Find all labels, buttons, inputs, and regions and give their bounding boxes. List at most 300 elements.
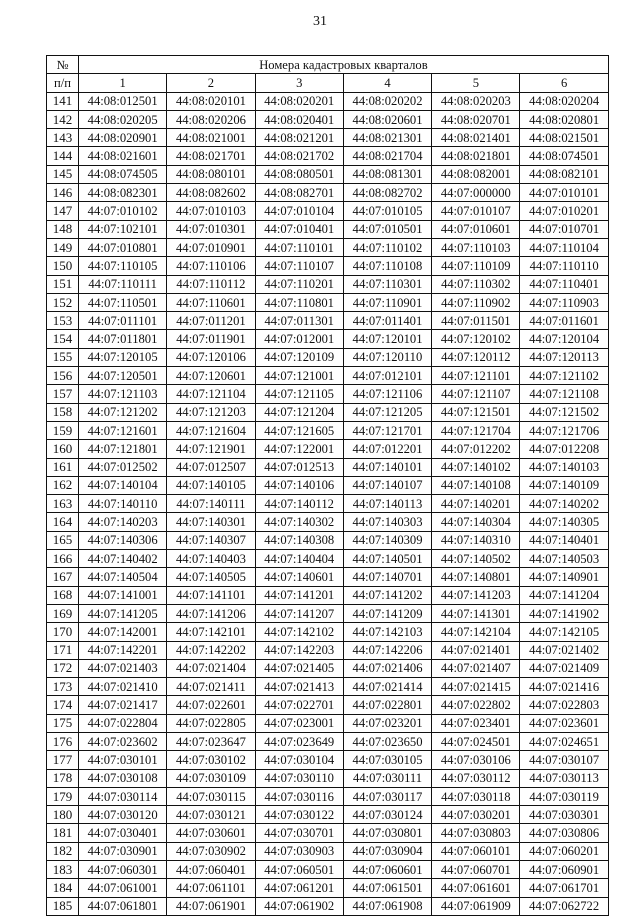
cadastral-number-cell: 44:08:080501 [255, 165, 343, 183]
cadastral-number-cell: 44:07:140111 [167, 495, 255, 513]
cadastral-number-cell: 44:07:110103 [432, 238, 520, 256]
row-number: 177 [47, 751, 79, 769]
cadastral-number-cell: 44:07:024651 [520, 732, 608, 750]
cadastral-number-cell: 44:07:140504 [79, 568, 167, 586]
row-number: 165 [47, 531, 79, 549]
cadastral-number-cell: 44:08:082301 [79, 184, 167, 202]
row-number: 168 [47, 586, 79, 604]
cadastral-number-cell: 44:07:140501 [343, 550, 431, 568]
cadastral-number-cell: 44:07:141205 [79, 604, 167, 622]
row-number: 171 [47, 641, 79, 659]
cadastral-number-cell: 44:07:120113 [520, 348, 608, 366]
cadastral-number-cell: 44:08:082101 [520, 165, 608, 183]
cadastral-number-cell: 44:07:140112 [255, 495, 343, 513]
cadastral-number-cell: 44:07:030111 [343, 769, 431, 787]
table-row [47, 257, 609, 275]
cadastral-number-cell: 44:07:110302 [432, 275, 520, 293]
cadastral-number-cell: 44:07:140101 [343, 458, 431, 476]
cadastral-number-cell: 44:07:120601 [167, 367, 255, 385]
column-header-1: 1 [79, 74, 167, 92]
cadastral-number-cell: 44:07:120105 [79, 348, 167, 366]
cadastral-number-cell: 44:07:140201 [432, 495, 520, 513]
table-row [47, 861, 609, 879]
cadastral-number-cell: 44:07:011301 [255, 312, 343, 330]
cadastral-number-cell: 44:07:140108 [432, 476, 520, 494]
cadastral-number-cell: 44:07:110401 [520, 275, 608, 293]
table-row [47, 732, 609, 750]
cadastral-number-cell: 44:07:121203 [167, 403, 255, 421]
row-number: 183 [47, 861, 79, 879]
cadastral-number-cell: 44:07:061201 [255, 879, 343, 897]
cadastral-quarters-table [46, 55, 609, 916]
row-number: 156 [47, 367, 79, 385]
row-number: 157 [47, 385, 79, 403]
row-number: 167 [47, 568, 79, 586]
cadastral-number-cell: 44:08:020701 [432, 110, 520, 128]
table-row [47, 550, 609, 568]
table-row [47, 293, 609, 311]
cadastral-number-cell: 44:07:121105 [255, 385, 343, 403]
cadastral-number-cell: 44:07:140701 [343, 568, 431, 586]
row-number: 150 [47, 257, 79, 275]
table-row [47, 330, 609, 348]
cadastral-number-cell: 44:07:012202 [432, 440, 520, 458]
cadastral-number-cell: 44:07:140104 [79, 476, 167, 494]
row-number: 158 [47, 403, 79, 421]
row-number: 162 [47, 476, 79, 494]
cadastral-number-cell: 44:08:021702 [255, 147, 343, 165]
cadastral-number-cell: 44:07:140503 [520, 550, 608, 568]
cadastral-number-cell: 44:07:120501 [79, 367, 167, 385]
cadastral-number-cell: 44:07:030901 [79, 842, 167, 860]
cadastral-number-cell: 44:07:121101 [432, 367, 520, 385]
cadastral-number-cell: 44:07:030102 [167, 751, 255, 769]
cadastral-number-cell: 44:07:141101 [167, 586, 255, 604]
cadastral-number-cell: 44:07:010901 [167, 238, 255, 256]
cadastral-number-cell: 44:07:140103 [520, 458, 608, 476]
cadastral-number-cell: 44:08:081301 [343, 165, 431, 183]
cadastral-number-cell: 44:07:121701 [343, 421, 431, 439]
cadastral-number-cell: 44:07:012208 [520, 440, 608, 458]
cadastral-number-cell: 44:08:020201 [255, 92, 343, 110]
cadastral-number-cell: 44:07:030806 [520, 824, 608, 842]
cadastral-number-cell: 44:07:110109 [432, 257, 520, 275]
table-row [47, 897, 609, 915]
row-number: 169 [47, 604, 79, 622]
page-number: 31 [313, 14, 327, 29]
column-header-6: 6 [520, 74, 608, 92]
cadastral-number-cell: 44:07:012101 [343, 367, 431, 385]
cadastral-number-cell: 44:07:142102 [255, 623, 343, 641]
cadastral-number-cell: 44:07:120110 [343, 348, 431, 366]
table-row [47, 714, 609, 732]
cadastral-number-cell: 44:07:030301 [520, 806, 608, 824]
cadastral-number-cell: 44:07:011801 [79, 330, 167, 348]
cadastral-number-cell: 44:07:110201 [255, 275, 343, 293]
cadastral-number-cell: 44:07:140203 [79, 513, 167, 531]
cadastral-number-cell: 44:08:074501 [520, 147, 608, 165]
cadastral-number-cell: 44:07:110101 [255, 238, 343, 256]
cadastral-number-cell: 44:08:020901 [79, 129, 167, 147]
row-number: 184 [47, 879, 79, 897]
row-number: 180 [47, 806, 79, 824]
cadastral-number-cell: 44:07:030902 [167, 842, 255, 860]
cadastral-number-cell: 44:07:030104 [255, 751, 343, 769]
cadastral-number-cell: 44:07:140307 [167, 531, 255, 549]
cadastral-number-cell: 44:07:142101 [167, 623, 255, 641]
cadastral-number-cell: 44:07:022804 [79, 714, 167, 732]
row-number: 173 [47, 678, 79, 696]
cadastral-number-cell: 44:07:142103 [343, 623, 431, 641]
cadastral-number-cell: 44:07:021405 [255, 659, 343, 677]
cadastral-number-cell: 44:08:082702 [343, 184, 431, 202]
cadastral-number-cell: 44:08:021001 [167, 129, 255, 147]
cadastral-number-cell: 44:07:060501 [255, 861, 343, 879]
cadastral-number-cell: 44:07:110110 [520, 257, 608, 275]
cadastral-number-cell: 44:07:022802 [432, 696, 520, 714]
cadastral-number-cell: 44:07:062722 [520, 897, 608, 915]
cadastral-number-cell: 44:07:121604 [167, 421, 255, 439]
cadastral-number-cell: 44:07:012201 [343, 440, 431, 458]
row-number: 149 [47, 238, 79, 256]
cadastral-number-cell: 44:07:140801 [432, 568, 520, 586]
cadastral-number-cell: 44:07:010102 [79, 202, 167, 220]
cadastral-number-cell: 44:07:021407 [432, 659, 520, 677]
cadastral-number-cell: 44:07:060401 [167, 861, 255, 879]
cadastral-number-cell: 44:07:030124 [343, 806, 431, 824]
table-row [47, 824, 609, 842]
cadastral-number-cell: 44:07:021415 [432, 678, 520, 696]
cadastral-number-cell: 44:07:110105 [79, 257, 167, 275]
cadastral-number-cell: 44:08:080101 [167, 165, 255, 183]
cadastral-number-cell: 44:07:110902 [432, 293, 520, 311]
cadastral-number-cell: 44:07:140505 [167, 568, 255, 586]
cadastral-number-cell: 44:07:110112 [167, 275, 255, 293]
cadastral-number-cell: 44:07:010101 [520, 184, 608, 202]
row-number: 151 [47, 275, 79, 293]
cadastral-number-cell: 44:07:141902 [520, 604, 608, 622]
cadastral-number-cell: 44:08:082602 [167, 184, 255, 202]
cadastral-number-cell: 44:07:121501 [432, 403, 520, 421]
cadastral-number-cell: 44:07:141301 [432, 604, 520, 622]
cadastral-number-cell: 44:07:060301 [79, 861, 167, 879]
cadastral-number-cell: 44:07:011501 [432, 312, 520, 330]
cadastral-number-cell: 44:07:102101 [79, 220, 167, 238]
table-row [47, 440, 609, 458]
table-header [47, 56, 609, 93]
cadastral-number-cell: 44:07:120102 [432, 330, 520, 348]
table-row [47, 659, 609, 677]
cadastral-number-cell: 44:08:020202 [343, 92, 431, 110]
cadastral-number-cell: 44:07:030201 [432, 806, 520, 824]
cadastral-number-cell: 44:07:120104 [520, 330, 608, 348]
cadastral-number-cell: 44:07:140306 [79, 531, 167, 549]
cadastral-number-cell: 44:07:022805 [167, 714, 255, 732]
cadastral-number-cell: 44:08:020101 [167, 92, 255, 110]
cadastral-number-cell: 44:07:060201 [520, 842, 608, 860]
column-header-4: 4 [343, 74, 431, 92]
cadastral-number-cell: 44:07:030113 [520, 769, 608, 787]
cadastral-number-cell: 44:07:023201 [343, 714, 431, 732]
cadastral-number-cell: 44:07:141204 [520, 586, 608, 604]
cadastral-number-cell: 44:07:121104 [167, 385, 255, 403]
table-row [47, 367, 609, 385]
cadastral-number-cell: 44:07:030119 [520, 787, 608, 805]
table-row [47, 238, 609, 256]
cadastral-number-cell: 44:07:021413 [255, 678, 343, 696]
cadastral-number-cell: 44:07:030116 [255, 787, 343, 805]
cadastral-number-cell: 44:07:011401 [343, 312, 431, 330]
cadastral-number-cell: 44:07:030121 [167, 806, 255, 824]
cadastral-number-cell: 44:08:020206 [167, 110, 255, 128]
table-row [47, 92, 609, 110]
cadastral-number-cell: 44:07:010401 [255, 220, 343, 238]
row-number: 185 [47, 897, 79, 915]
cadastral-number-cell: 44:07:140309 [343, 531, 431, 549]
cadastral-number-cell: 44:07:023001 [255, 714, 343, 732]
cadastral-number-cell: 44:07:000000 [432, 184, 520, 202]
cadastral-number-cell: 44:07:012507 [167, 458, 255, 476]
table-row [47, 476, 609, 494]
cadastral-number-cell: 44:07:030118 [432, 787, 520, 805]
cadastral-number-cell: 44:07:030108 [79, 769, 167, 787]
row-number: 166 [47, 550, 79, 568]
cadastral-number-cell: 44:08:020801 [520, 110, 608, 128]
row-number: 144 [47, 147, 79, 165]
cadastral-number-cell: 44:08:074505 [79, 165, 167, 183]
cadastral-number-cell: 44:07:120106 [167, 348, 255, 366]
cadastral-number-cell: 44:07:030106 [432, 751, 520, 769]
cadastral-number-cell: 44:08:020204 [520, 92, 608, 110]
table-row [47, 165, 609, 183]
cadastral-number-cell: 44:07:012502 [79, 458, 167, 476]
cadastral-number-cell: 44:07:122001 [255, 440, 343, 458]
cadastral-number-cell: 44:07:140301 [167, 513, 255, 531]
cadastral-number-cell: 44:07:140502 [432, 550, 520, 568]
table-row [47, 787, 609, 805]
cadastral-number-cell: 44:07:140102 [432, 458, 520, 476]
cadastral-number-cell: 44:07:141202 [343, 586, 431, 604]
table-row [47, 202, 609, 220]
cadastral-number-cell: 44:07:110106 [167, 257, 255, 275]
cadastral-number-cell: 44:07:023601 [520, 714, 608, 732]
cadastral-number-cell: 44:07:030401 [79, 824, 167, 842]
cadastral-number-cell: 44:07:010801 [79, 238, 167, 256]
cadastral-number-cell: 44:07:142202 [167, 641, 255, 659]
table-row [47, 641, 609, 659]
cadastral-number-cell: 44:07:140110 [79, 495, 167, 513]
cadastral-number-cell: 44:07:140202 [520, 495, 608, 513]
cadastral-number-cell: 44:08:020203 [432, 92, 520, 110]
cadastral-number-cell: 44:07:140308 [255, 531, 343, 549]
row-number: 172 [47, 659, 79, 677]
cadastral-number-cell: 44:07:061909 [432, 897, 520, 915]
cadastral-number-cell: 44:07:010104 [255, 202, 343, 220]
table-row [47, 403, 609, 421]
cadastral-number-cell: 44:07:011201 [167, 312, 255, 330]
cadastral-number-cell: 44:07:120101 [343, 330, 431, 348]
cadastral-number-cell: 44:07:110501 [79, 293, 167, 311]
cadastral-number-cell: 44:07:141001 [79, 586, 167, 604]
cadastral-number-cell: 44:07:030601 [167, 824, 255, 842]
cadastral-number-cell: 44:07:110102 [343, 238, 431, 256]
cadastral-number-cell: 44:07:060601 [343, 861, 431, 879]
cadastral-number-cell: 44:07:110801 [255, 293, 343, 311]
cadastral-number-cell: 44:08:021601 [79, 147, 167, 165]
cadastral-number-cell: 44:07:030105 [343, 751, 431, 769]
cadastral-number-cell: 44:07:110903 [520, 293, 608, 311]
cadastral-number-cell: 44:07:030803 [432, 824, 520, 842]
table-row [47, 385, 609, 403]
cadastral-number-cell: 44:07:030115 [167, 787, 255, 805]
row-number: 152 [47, 293, 79, 311]
table-row [47, 458, 609, 476]
row-number: 143 [47, 129, 79, 147]
cadastral-number-cell: 44:07:120112 [432, 348, 520, 366]
cadastral-number-cell: 44:07:110111 [79, 275, 167, 293]
cadastral-number-cell: 44:07:121601 [79, 421, 167, 439]
row-number: 145 [47, 165, 79, 183]
table-row [47, 495, 609, 513]
group-header: Номера кадастровых кварталов [79, 56, 609, 74]
row-number: 176 [47, 732, 79, 750]
row-number: 160 [47, 440, 79, 458]
num-column-header-line1: № [47, 56, 79, 74]
table-row [47, 220, 609, 238]
table-row [47, 129, 609, 147]
cadastral-number-cell: 44:07:021416 [520, 678, 608, 696]
cadastral-number-cell: 44:08:082701 [255, 184, 343, 202]
cadastral-number-cell: 44:07:022801 [343, 696, 431, 714]
cadastral-number-cell: 44:07:061001 [79, 879, 167, 897]
cadastral-number-cell: 44:07:121107 [432, 385, 520, 403]
cadastral-number-cell: 44:07:023602 [79, 732, 167, 750]
cadastral-number-cell: 44:07:061501 [343, 879, 431, 897]
cadastral-number-cell: 44:08:021501 [520, 129, 608, 147]
cadastral-number-cell: 44:08:021401 [432, 129, 520, 147]
cadastral-number-cell: 44:07:022701 [255, 696, 343, 714]
row-number: 170 [47, 623, 79, 641]
cadastral-number-cell: 44:07:030109 [167, 769, 255, 787]
cadastral-number-cell: 44:07:142206 [343, 641, 431, 659]
cadastral-number-cell: 44:07:140402 [79, 550, 167, 568]
row-number: 178 [47, 769, 79, 787]
column-header-2: 2 [167, 74, 255, 92]
cadastral-number-cell: 44:07:141206 [167, 604, 255, 622]
cadastral-number-cell: 44:07:061101 [167, 879, 255, 897]
cadastral-number-cell: 44:07:021402 [520, 641, 608, 659]
cadastral-number-cell: 44:07:030112 [432, 769, 520, 787]
table-row [47, 184, 609, 202]
cadastral-number-cell: 44:07:140601 [255, 568, 343, 586]
cadastral-number-cell: 44:08:020401 [255, 110, 343, 128]
cadastral-number-cell: 44:07:021406 [343, 659, 431, 677]
cadastral-number-cell: 44:07:012513 [255, 458, 343, 476]
row-number: 141 [47, 92, 79, 110]
cadastral-number-cell: 44:07:141203 [432, 586, 520, 604]
cadastral-number-cell: 44:07:121202 [79, 403, 167, 421]
cadastral-number-cell: 44:07:010601 [432, 220, 520, 238]
cadastral-number-cell: 44:07:121205 [343, 403, 431, 421]
cadastral-number-cell: 44:07:021410 [79, 678, 167, 696]
cadastral-number-cell: 44:07:140109 [520, 476, 608, 494]
cadastral-number-cell: 44:07:011901 [167, 330, 255, 348]
table-row [47, 604, 609, 622]
cadastral-number-cell: 44:07:110104 [520, 238, 608, 256]
num-column-header-line2: п/п [47, 74, 79, 92]
table-row [47, 421, 609, 439]
cadastral-number-cell: 44:07:061601 [432, 879, 520, 897]
cadastral-number-cell: 44:07:142201 [79, 641, 167, 659]
row-number: 147 [47, 202, 79, 220]
row-number: 182 [47, 842, 79, 860]
cadastral-number-cell: 44:07:030110 [255, 769, 343, 787]
row-number: 148 [47, 220, 79, 238]
cadastral-number-cell: 44:07:140107 [343, 476, 431, 494]
table-row [47, 513, 609, 531]
cadastral-number-cell: 44:07:121204 [255, 403, 343, 421]
cadastral-number-cell: 44:08:021701 [167, 147, 255, 165]
cadastral-number-cell: 44:07:121704 [432, 421, 520, 439]
table-row [47, 568, 609, 586]
cadastral-number-cell: 44:07:021414 [343, 678, 431, 696]
cadastral-number-cell: 44:07:061901 [167, 897, 255, 915]
cadastral-number-cell: 44:07:030903 [255, 842, 343, 860]
cadastral-number-cell: 44:07:142203 [255, 641, 343, 659]
table-row [47, 348, 609, 366]
cadastral-number-cell: 44:07:061801 [79, 897, 167, 915]
cadastral-number-cell: 44:07:140901 [520, 568, 608, 586]
row-number: 153 [47, 312, 79, 330]
cadastral-number-cell: 44:07:121108 [520, 385, 608, 403]
cadastral-number-cell: 44:07:121706 [520, 421, 608, 439]
cadastral-number-cell: 44:07:030101 [79, 751, 167, 769]
cadastral-number-cell: 44:07:010103 [167, 202, 255, 220]
row-number: 161 [47, 458, 79, 476]
cadastral-number-cell: 44:07:023649 [255, 732, 343, 750]
cadastral-number-cell: 44:08:020205 [79, 110, 167, 128]
cadastral-number-cell: 44:07:140113 [343, 495, 431, 513]
table-row [47, 678, 609, 696]
cadastral-number-cell: 44:07:140105 [167, 476, 255, 494]
row-number: 179 [47, 787, 79, 805]
row-number: 146 [47, 184, 79, 202]
cadastral-number-cell: 44:07:140304 [432, 513, 520, 531]
table-row [47, 806, 609, 824]
cadastral-number-cell: 44:07:140401 [520, 531, 608, 549]
cadastral-number-cell: 44:07:021411 [167, 678, 255, 696]
cadastral-number-cell: 44:07:030107 [520, 751, 608, 769]
table-row [47, 842, 609, 860]
cadastral-number-cell: 44:08:021301 [343, 129, 431, 147]
cadastral-number-cell: 44:07:024501 [432, 732, 520, 750]
table-row [47, 312, 609, 330]
table-row [47, 879, 609, 897]
cadastral-number-cell: 44:07:061701 [520, 879, 608, 897]
row-number: 175 [47, 714, 79, 732]
row-number: 155 [47, 348, 79, 366]
table-row [47, 275, 609, 293]
column-header-3: 3 [255, 74, 343, 92]
cadastral-number-cell: 44:07:142104 [432, 623, 520, 641]
cadastral-number-cell: 44:07:060101 [432, 842, 520, 860]
cadastral-number-cell: 44:07:030117 [343, 787, 431, 805]
row-number: 154 [47, 330, 79, 348]
table-row [47, 110, 609, 128]
cadastral-number-cell: 44:07:120109 [255, 348, 343, 366]
cadastral-number-cell: 44:07:010501 [343, 220, 431, 238]
cadastral-number-cell: 44:08:012501 [79, 92, 167, 110]
